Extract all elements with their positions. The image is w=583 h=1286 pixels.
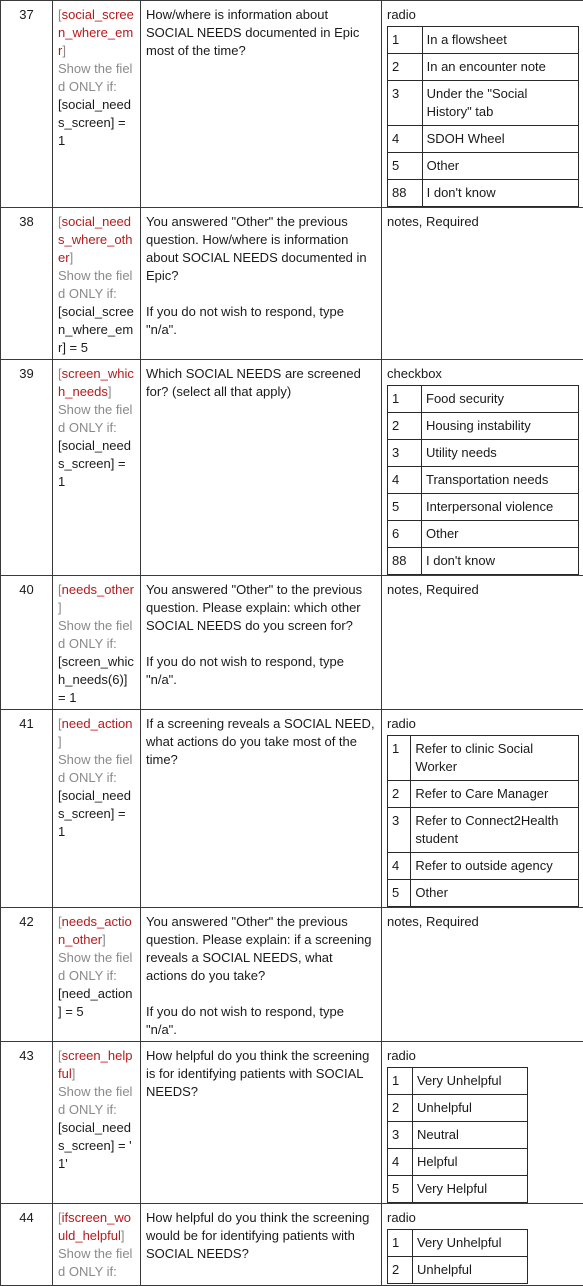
variable-name: [screen_help [58, 1047, 137, 1065]
question-text: If you do not wish to respond, type "n/a". [146, 653, 377, 689]
question-text: If you do not wish to respond, type "n/a". [146, 1003, 377, 1039]
choice-row [388, 1176, 528, 1203]
choice-code: 3 [388, 81, 423, 126]
variable-cell [53, 1042, 141, 1204]
choice-code: 5 [388, 153, 423, 180]
question-cell [141, 1042, 382, 1204]
branching-condition-text: = 1 [58, 690, 76, 705]
choice-code: 88 [388, 548, 422, 575]
branching-label [58, 78, 137, 96]
branching-label [58, 1101, 137, 1119]
question-text: How helpful do you think the screening would be for identifying patients with SOCIAL NEEDS? [146, 1209, 377, 1263]
field-type-cell [382, 908, 583, 1042]
variable-name-text: uld_helpful [58, 1228, 121, 1243]
table-row [1, 1, 583, 208]
branching-condition-text: [social_need [58, 97, 131, 112]
variable-name: r] [58, 42, 137, 60]
question-cell [141, 208, 382, 360]
variable-name-text: r [58, 43, 62, 58]
branching-condition [58, 689, 137, 707]
branching-label [58, 419, 137, 437]
branching-condition [58, 805, 137, 823]
choice-code: 2 [388, 413, 422, 440]
choices-table [387, 1229, 528, 1284]
branching-condition [58, 473, 137, 491]
branching-condition-text: s_screen] = [58, 115, 126, 130]
field-number: 44 [1, 1204, 53, 1286]
question-text: How helpful do you think the screening is for identifying patients with SOCIAL NEEDS? [146, 1047, 377, 1101]
choice-row [388, 781, 579, 808]
branching-condition [58, 114, 137, 132]
choice-row [388, 180, 579, 207]
variable-name-text: social_need [62, 214, 131, 229]
table-row [1, 208, 583, 360]
choice-label: Refer to Connect2Health student [411, 808, 579, 853]
choice-label: In an encounter note [422, 54, 578, 81]
field-type: radio [387, 1209, 579, 1227]
choice-code: 88 [388, 180, 423, 207]
choice-code: 3 [388, 808, 411, 853]
field-type-cell [382, 208, 583, 360]
field-type: checkbox [387, 365, 579, 383]
variable-name-text: needs_actio [62, 914, 132, 929]
variable-name: ] [58, 733, 137, 751]
choice-row [388, 467, 579, 494]
question-text: If you do not wish to respond, type "n/a". [146, 303, 377, 339]
table-row [1, 1204, 583, 1286]
field-type: radio [387, 1047, 579, 1065]
field-type-cell [382, 1042, 583, 1204]
branching-condition [58, 303, 137, 321]
branching-condition [58, 132, 137, 150]
variable-cell [53, 576, 141, 710]
variable-name-text: n_other [58, 932, 102, 947]
branching-label-text: Show the fiel [58, 402, 132, 417]
branching-label-text: d ONLY if: [58, 1102, 117, 1117]
variable-cell [53, 1204, 141, 1286]
table-body [1, 1, 583, 1286]
branching-label [58, 267, 137, 285]
variable-cell [53, 1, 141, 208]
branching-condition [58, 437, 137, 455]
choice-label: Refer to clinic Social Worker [411, 736, 579, 781]
variable-name: [social_need [58, 213, 137, 231]
choice-row [388, 521, 579, 548]
branching-condition-text: s_screen] = [58, 456, 126, 471]
branching-condition-text: 1 [58, 824, 65, 839]
field-type-cell [382, 1, 583, 208]
branching-label [58, 617, 137, 635]
variable-name [58, 24, 137, 42]
branching-label [58, 285, 137, 303]
branching-label-text: Show the fiel [58, 950, 132, 965]
choice-code: 3 [388, 440, 422, 467]
choice-code: 2 [388, 781, 411, 808]
branching-condition [58, 455, 137, 473]
choice-row [388, 1068, 528, 1095]
choice-label: Other [422, 153, 578, 180]
table-row [1, 576, 583, 710]
branching-label [58, 967, 137, 985]
branching-label-text: Show the fiel [58, 61, 132, 76]
question-text: You answered "Other" to the previous question. Please explain: which other SOCIAL NEEDS do you screen for? [146, 581, 377, 635]
choice-label: I don't know [422, 548, 579, 575]
branching-condition-text: [social_scree [58, 304, 134, 319]
question-text: You answered "Other" the previous question. Please explain: if a screening reveals a SOCIAL NEEDS, what actions do you take? [146, 913, 377, 985]
branching-condition [58, 1137, 137, 1155]
choice-label: Very Unhelpful [413, 1068, 528, 1095]
choice-row [388, 1257, 528, 1284]
choice-label: Other [411, 880, 579, 907]
choice-row [388, 548, 579, 575]
question-cell [141, 576, 382, 710]
choice-code: 5 [388, 880, 411, 907]
field-type-cell [382, 360, 583, 576]
choice-code: 1 [388, 386, 422, 413]
branching-label-text: Show the fiel [58, 752, 132, 767]
choice-code: 1 [388, 27, 423, 54]
variable-name: [need_action [58, 715, 137, 733]
choice-row [388, 853, 579, 880]
choice-label: Interpersonal violence [422, 494, 579, 521]
variable-name-text: social_scree [62, 7, 134, 22]
branching-label [58, 1263, 137, 1281]
branching-label-text: Show the fiel [58, 618, 132, 633]
choice-code: 2 [388, 54, 423, 81]
variable-name: [social_scree [58, 6, 137, 24]
table-row [1, 360, 583, 576]
branching-label-text: d ONLY if: [58, 770, 117, 785]
choice-label: SDOH Wheel [422, 126, 578, 153]
choice-code: 4 [388, 853, 411, 880]
choice-row [388, 1095, 528, 1122]
branching-label [58, 1083, 137, 1101]
question-text: If a screening reveals a SOCIAL NEED, what actions do you take most of the time? [146, 715, 377, 769]
choice-code: 4 [388, 1149, 413, 1176]
choice-code: 1 [388, 1230, 413, 1257]
choice-row [388, 494, 579, 521]
field-number: 38 [1, 208, 53, 360]
question-text: How/where is information about SOCIAL NEEDS documented in Epic most of the time? [146, 6, 377, 60]
branching-condition [58, 985, 137, 1003]
field-type-cell [382, 710, 583, 908]
choice-row [388, 736, 579, 781]
choice-row [388, 386, 579, 413]
branching-label-text: Show the fiel [58, 1084, 132, 1099]
variable-name: n_other] [58, 931, 137, 949]
choice-row [388, 1122, 528, 1149]
branching-condition-text: n_where_em [58, 322, 133, 337]
variable-name-text: s_where_oth [58, 232, 132, 247]
branching-condition-text: h_needs(6)] [58, 672, 127, 687]
variable-name: ful] [58, 1065, 137, 1083]
choice-code: 1 [388, 1068, 413, 1095]
field-number: 41 [1, 710, 53, 908]
choice-row [388, 440, 579, 467]
choice-code: 2 [388, 1095, 413, 1122]
branching-condition [58, 96, 137, 114]
branching-condition-text: [social_need [58, 1120, 131, 1135]
branching-condition-text: [screen_whic [58, 654, 134, 669]
field-type: radio [387, 715, 579, 733]
variable-name: [needs_actio [58, 913, 137, 931]
branching-condition [58, 1155, 137, 1173]
question-cell [141, 1204, 382, 1286]
field-number: 42 [1, 908, 53, 1042]
branching-condition-text: [need_action [58, 986, 132, 1001]
branching-label [58, 401, 137, 419]
variable-name-text: ful [58, 1066, 72, 1081]
choice-label: Transportation needs [422, 467, 579, 494]
branching-label [58, 60, 137, 78]
choice-label: Unhelpful [413, 1257, 528, 1284]
branching-condition [58, 1003, 137, 1021]
table-row [1, 1042, 583, 1204]
variable-name: [screen_whic [58, 365, 137, 383]
choice-label: Unhelpful [413, 1095, 528, 1122]
field-type: notes, Required [387, 581, 579, 599]
choice-code: 6 [388, 521, 422, 548]
variable-name-text: screen_whic [62, 366, 134, 381]
question-text: Which SOCIAL NEEDS are screened for? (select all that apply) [146, 365, 377, 401]
branching-condition [58, 339, 137, 357]
choice-label: Neutral [413, 1122, 528, 1149]
choice-label: Very Helpful [413, 1176, 528, 1203]
choice-row [388, 81, 579, 126]
choice-code: 4 [388, 467, 422, 494]
question-cell [141, 710, 382, 908]
branching-condition [58, 823, 137, 841]
variable-name-text: er [58, 250, 70, 265]
field-type-cell [382, 576, 583, 710]
branching-label-text: d ONLY if: [58, 286, 117, 301]
branching-condition [58, 653, 137, 671]
variable-name-text: h_needs [58, 384, 108, 399]
choice-row [388, 880, 579, 907]
branching-condition-text: r] = 5 [58, 340, 88, 355]
variable-cell [53, 908, 141, 1042]
branching-label [58, 949, 137, 967]
field-type: radio [387, 6, 579, 24]
branching-label-text: d ONLY if: [58, 968, 117, 983]
branching-label-text: d ONLY if: [58, 420, 117, 435]
variable-name: [ifscreen_wo [58, 1209, 137, 1227]
field-number: 43 [1, 1042, 53, 1204]
branching-condition [58, 321, 137, 339]
branching-label-text: d ONLY if: [58, 79, 117, 94]
branching-condition-text: [social_need [58, 788, 131, 803]
variable-name-text: needs_other [62, 582, 134, 597]
branching-label-text: d ONLY if: [58, 636, 117, 651]
branching-condition-text: [social_need [58, 438, 131, 453]
branching-label-text: d ONLY if: [58, 1264, 117, 1279]
branching-condition-text: ] = 5 [58, 1004, 84, 1019]
table-row [1, 908, 583, 1042]
choice-row [388, 54, 579, 81]
branching-label [58, 769, 137, 787]
choices-table [387, 26, 579, 207]
question-cell [141, 360, 382, 576]
variable-name: [needs_other [58, 581, 137, 599]
variable-name: ] [58, 599, 137, 617]
branching-condition-text: 1 [58, 133, 65, 148]
field-number: 40 [1, 576, 53, 710]
question-cell [141, 1, 382, 208]
choice-code: 5 [388, 494, 422, 521]
branching-label [58, 1245, 137, 1263]
variable-cell [53, 710, 141, 908]
branching-label-text: Show the fiel [58, 1246, 132, 1261]
choice-label: Under the "Social History" tab [422, 81, 578, 126]
variable-name: uld_helpful] [58, 1227, 137, 1245]
variable-name: er] [58, 249, 137, 267]
variable-cell [53, 360, 141, 576]
choice-row [388, 1230, 528, 1257]
choices-table [387, 1067, 528, 1203]
choice-row [388, 413, 579, 440]
choice-label: Refer to Care Manager [411, 781, 579, 808]
choice-label: I don't know [422, 180, 578, 207]
branching-condition-text: s_screen] = ' [58, 1138, 132, 1153]
choice-code: 1 [388, 736, 411, 781]
choice-row [388, 27, 579, 54]
choice-label: Refer to outside agency [411, 853, 579, 880]
variable-name [58, 231, 137, 249]
choice-code: 5 [388, 1176, 413, 1203]
variable-name-text: n_where_em [58, 25, 133, 40]
choice-label: Housing instability [422, 413, 579, 440]
question-cell [141, 908, 382, 1042]
field-type: notes, Required [387, 213, 579, 231]
choices-table [387, 735, 579, 907]
choice-row [388, 126, 579, 153]
variable-cell [53, 208, 141, 360]
variable-name-text: screen_help [62, 1048, 133, 1063]
variable-name-text: need_action [62, 716, 133, 731]
variable-name: h_needs] [58, 383, 137, 401]
choice-code: 3 [388, 1122, 413, 1149]
choice-label: In a flowsheet [422, 27, 578, 54]
branching-condition [58, 787, 137, 805]
field-number: 39 [1, 360, 53, 576]
choice-row [388, 1149, 528, 1176]
branching-condition-text: 1' [58, 1156, 68, 1171]
table-row [1, 710, 583, 908]
choice-code: 4 [388, 126, 423, 153]
choice-row [388, 808, 579, 853]
field-number: 37 [1, 1, 53, 208]
field-type-cell [382, 1204, 583, 1286]
variable-name-text: ifscreen_wo [62, 1210, 131, 1225]
choice-label: Utility needs [422, 440, 579, 467]
choice-row [388, 153, 579, 180]
branching-condition [58, 1119, 137, 1137]
branching-label [58, 635, 137, 653]
branching-condition [58, 671, 137, 689]
question-text: You answered "Other" the previous question. How/where is information about SOCIAL NEEDS documented in Epic? [146, 213, 377, 285]
choice-label: Food security [422, 386, 579, 413]
field-type: notes, Required [387, 913, 579, 931]
branching-label-text: Show the fiel [58, 268, 132, 283]
branching-condition-text: s_screen] = [58, 806, 126, 821]
choices-table [387, 385, 579, 575]
choice-label: Other [422, 521, 579, 548]
choice-code: 2 [388, 1257, 413, 1284]
branching-condition-text: 1 [58, 474, 65, 489]
choice-label: Helpful [413, 1149, 528, 1176]
choice-label: Very Unhelpful [413, 1230, 528, 1257]
branching-label [58, 751, 137, 769]
